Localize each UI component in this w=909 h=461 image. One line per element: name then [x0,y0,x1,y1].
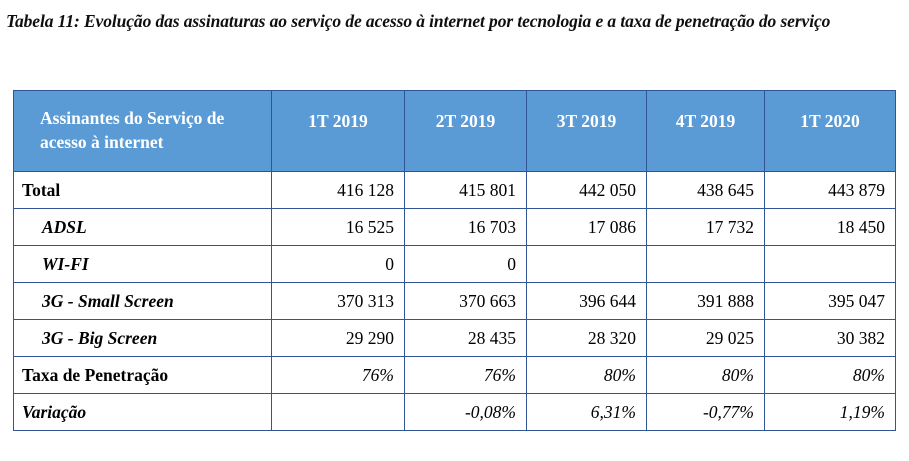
internet-subscribers-table [13,90,896,431]
cell-taxa-1t2019: 76% [272,357,405,394]
cell-total-3t2019: 442 050 [527,172,647,209]
cell-variacao-4t2019: -0,77% [647,394,765,431]
row-label-3g-small-screen: 3G - Small Screen [14,283,272,320]
cell-wifi-4t2019 [647,246,765,283]
cell-3g-big-2t2019: 28 435 [405,320,527,357]
row-label-adsl: ADSL [14,209,272,246]
table-row [14,357,896,394]
cell-adsl-3t2019: 17 086 [527,209,647,246]
cell-taxa-4t2019: 80% [647,357,765,394]
cell-taxa-1t2020: 80% [765,357,896,394]
cell-wifi-3t2019 [527,246,647,283]
cell-total-1t2019: 416 128 [272,172,405,209]
cell-total-4t2019: 438 645 [647,172,765,209]
cell-wifi-2t2019: 0 [405,246,527,283]
table-header-row [14,91,896,172]
cell-variacao-1t2019 [272,394,405,431]
cell-variacao-3t2019: 6,31% [527,394,647,431]
row-label-total: Total [14,172,272,209]
cell-total-2t2019: 415 801 [405,172,527,209]
cell-adsl-4t2019: 17 732 [647,209,765,246]
header-row-label-line1: Assinantes do Serviço de [40,108,225,129]
cell-total-1t2020: 443 879 [765,172,896,209]
header-period-1t2020: 1T 2020 [765,91,896,172]
header-period-2t2019: 2T 2019 [405,91,527,172]
cell-variacao-1t2020: 1,19% [765,394,896,431]
header-period-4t2019: 4T 2019 [647,91,765,172]
cell-adsl-2t2019: 16 703 [405,209,527,246]
table-row [14,320,896,357]
table-row [14,246,896,283]
cell-3g-big-1t2020: 30 382 [765,320,896,357]
cell-3g-big-4t2019: 29 025 [647,320,765,357]
header-row-label-line2: acesso à internet [40,132,164,152]
cell-3g-small-2t2019: 370 663 [405,283,527,320]
header-period-3t2019: 3T 2019 [527,91,647,172]
header-period-1t2019: 1T 2019 [272,91,405,172]
cell-wifi-1t2020 [765,246,896,283]
cell-variacao-2t2019: -0,08% [405,394,527,431]
cell-3g-big-1t2019: 29 290 [272,320,405,357]
table-row [14,209,896,246]
cell-wifi-1t2019: 0 [272,246,405,283]
table-caption: Tabela 11: Evolução das assinaturas ao serviço de acesso à internet por tecnologia e a taxa de penetração do serviço [6,11,831,31]
table-row [14,172,896,209]
row-label-wifi: WI-FI [14,246,272,283]
cell-3g-small-1t2019: 370 313 [272,283,405,320]
cell-taxa-3t2019: 80% [527,357,647,394]
table-body [14,172,896,431]
cell-3g-small-4t2019: 391 888 [647,283,765,320]
table-row [14,394,896,431]
cell-adsl-1t2019: 16 525 [272,209,405,246]
cell-taxa-2t2019: 76% [405,357,527,394]
table-header [14,91,896,172]
table-row [14,283,896,320]
cell-3g-small-1t2020: 395 047 [765,283,896,320]
table-container [13,90,895,431]
header-row-label [14,91,272,172]
cell-3g-big-3t2019: 28 320 [527,320,647,357]
row-label-variacao: Variação [14,394,272,431]
cell-3g-small-3t2019: 396 644 [527,283,647,320]
row-label-taxa-penetracao: Taxa de Penetração [14,357,272,394]
row-label-3g-big-screen: 3G - Big Screen [14,320,272,357]
cell-adsl-1t2020: 18 450 [765,209,896,246]
